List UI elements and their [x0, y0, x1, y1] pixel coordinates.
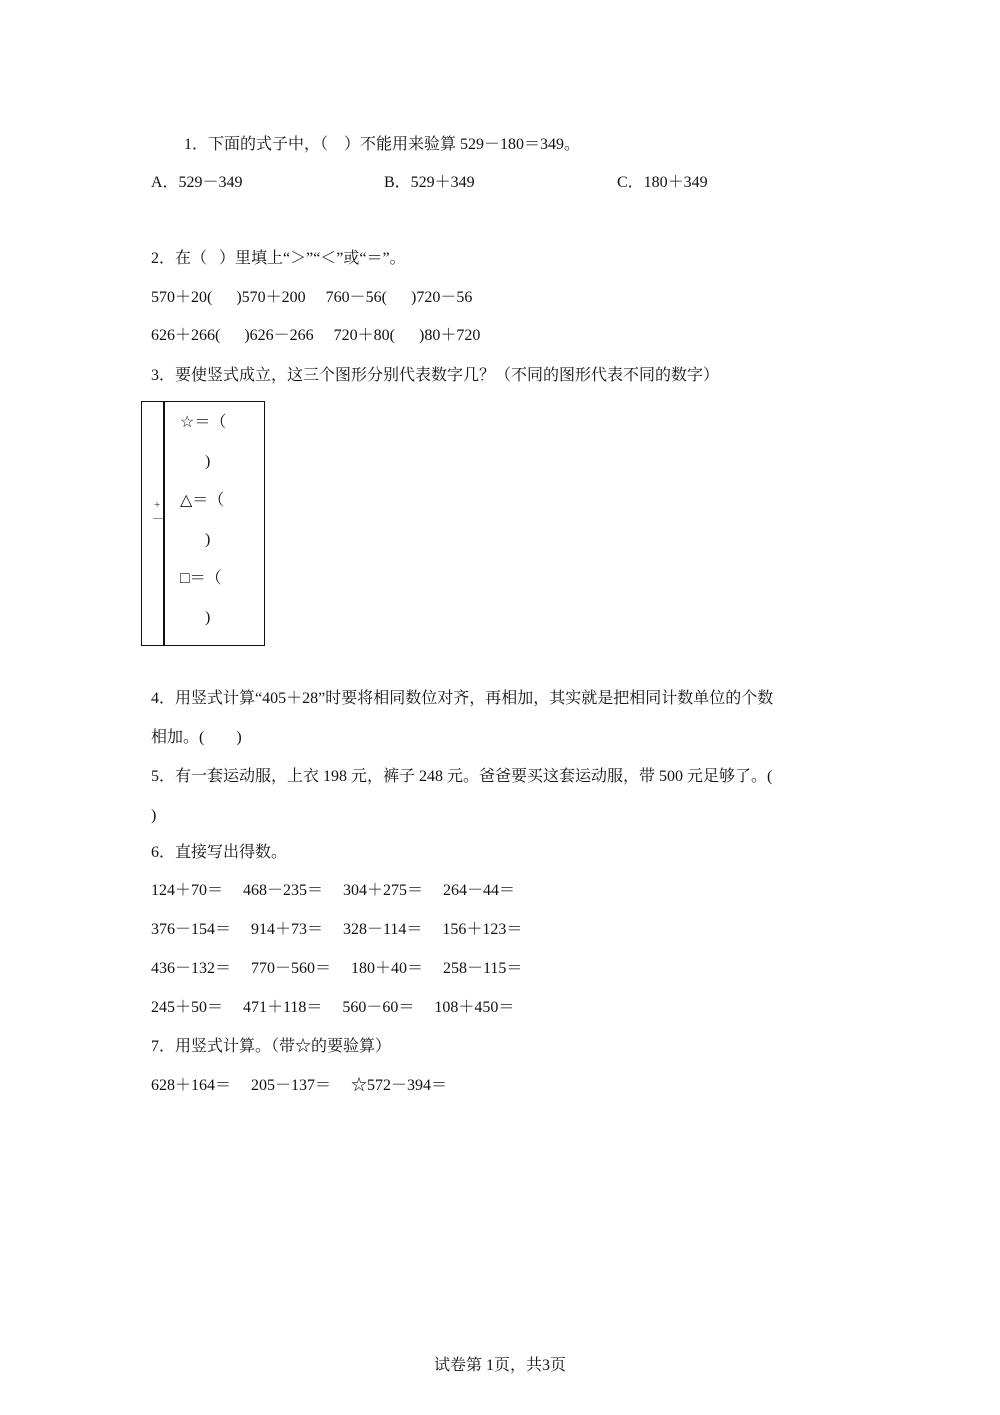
q3-star-paren: ) — [205, 453, 211, 470]
q3-stem: 3．要使竖式成立，这三个图形分别代表数字几？（不同的图形代表不同的数字） — [151, 367, 720, 384]
q2-line-1: 570＋20( )570＋200 760－56( )720－56 — [151, 289, 473, 306]
q3-square-answer: □＝（ — [180, 570, 222, 587]
q3-triangle-answer: △＝（ — [180, 492, 225, 509]
q7-stem: 7．用竖式计算。（带☆的要验算） — [151, 1038, 392, 1055]
q3-square-paren: ) — [205, 609, 211, 626]
q6-row-3: 436－132＝ 770－560＝ 180＋40＝ 258－115＝ — [151, 960, 523, 977]
q5-line-1: 5．有一套运动服，上衣 198 元，裤子 248 元。爸爸要买这套运动服，带 500 元足够了。( — [151, 768, 773, 785]
q6-row-2: 376－154＝ 914＋73＝ 328－114＝ 156＋123＝ — [151, 921, 523, 938]
q2-stem: 2．在（ ）里填上“＞”“＜”或“＝”。 — [151, 250, 406, 267]
q7-row: 628＋164＝ 205－137＝ ☆572－394＝ — [151, 1077, 448, 1094]
q6-row-4: 245＋50＝ 471＋118＝ 560－60＝ 108＋450＝ — [151, 999, 515, 1016]
q2-line-2: 626＋266( )626－266 720＋80( )80＋720 — [151, 327, 481, 344]
q1-stem: 1．下面的式子中，（ ）不能用来验算 529－180＝349。 — [184, 136, 581, 153]
q1-option-c: C．180＋349 — [617, 174, 708, 191]
q3-minus-sign: — — [153, 512, 164, 524]
q3-triangle-paren: ) — [205, 531, 211, 548]
q1-option-a: A．529－349 — [151, 174, 243, 191]
q4-line-1: 4．用竖式计算“405＋28”时要将相同数位对齐，再相加，其实就是把相同计数单位的个数 — [151, 690, 774, 707]
q6-stem: 6．直接写出得数。 — [151, 844, 288, 861]
q3-star-answer: ☆＝（ — [180, 414, 227, 431]
q4-line-2: 相加。( ) — [151, 729, 242, 746]
q6-row-1: 124＋70＝ 468－235＝ 304＋275＝ 264－44＝ — [151, 882, 516, 899]
q3-plus-sign: + — [154, 499, 161, 511]
q5-line-2: ) — [151, 807, 157, 824]
page-footer: 试卷第 1页，共3页 — [433, 1357, 566, 1374]
q1-option-b: B．529＋349 — [384, 174, 475, 191]
